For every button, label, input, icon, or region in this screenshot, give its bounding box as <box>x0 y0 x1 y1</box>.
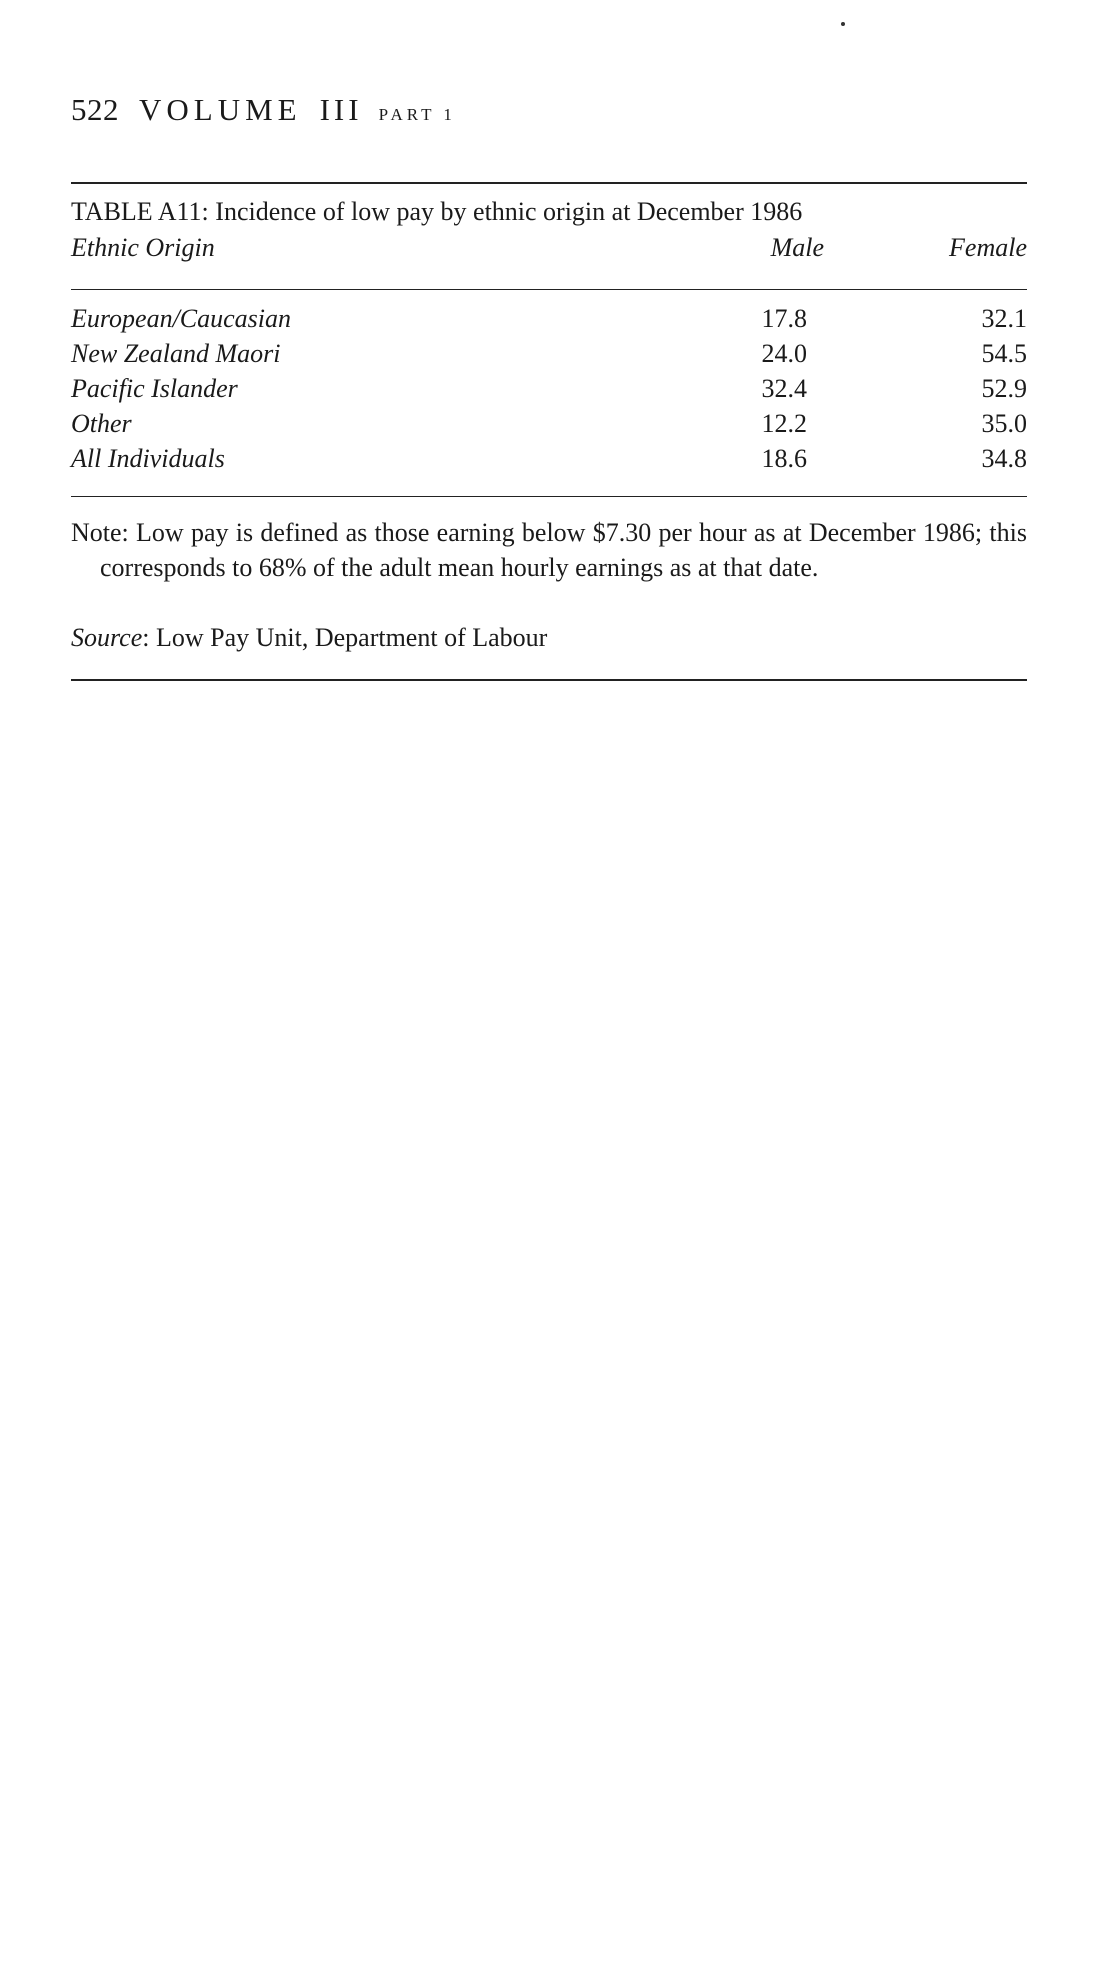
row-label: European/Caucasian <box>71 304 292 333</box>
table-row <box>71 446 1027 481</box>
row-label: New Zealand Maori <box>71 339 281 368</box>
row-male-value: 24.0 <box>761 339 807 368</box>
table-body-bottom-rule <box>71 496 1027 497</box>
running-head-volume-number: III <box>319 92 363 127</box>
table-source <box>71 620 547 655</box>
table-row <box>71 411 1027 446</box>
table-title: TABLE A11: Incidence of low pay by ethnic origin at December 1986 <box>71 197 803 226</box>
running-head <box>71 94 456 125</box>
running-head-part: PART 1 <box>378 105 456 124</box>
row-male-value: 18.6 <box>761 444 807 473</box>
source-text: : Low Pay Unit, Department of Labour <box>142 623 548 652</box>
row-male-value: 17.8 <box>761 304 807 333</box>
source-label: Source <box>71 623 143 652</box>
header-rule <box>71 289 1027 290</box>
row-female-value: 35.0 <box>981 409 1027 438</box>
column-header-male: Male <box>770 233 824 262</box>
column-header-ethnic-origin: Ethnic Origin <box>71 233 215 262</box>
row-label: All Individuals <box>71 444 225 473</box>
row-female-value: 34.8 <box>981 444 1027 473</box>
row-male-value: 12.2 <box>761 409 807 438</box>
table-row <box>71 341 1027 376</box>
table-bottom-rule <box>71 679 1027 681</box>
column-header-female: Female <box>949 233 1027 262</box>
row-female-value: 54.5 <box>981 339 1027 368</box>
stray-dot-mark <box>841 22 845 26</box>
row-female-value: 52.9 <box>981 374 1027 403</box>
table-row <box>71 306 1027 341</box>
row-label: Other <box>71 409 132 438</box>
row-label: Pacific Islander <box>71 374 238 403</box>
row-female-value: 32.1 <box>981 304 1027 333</box>
running-head-volume: VOLUME <box>139 92 302 127</box>
table-row <box>71 376 1027 411</box>
table-body <box>71 306 1027 481</box>
page-number: 522 <box>71 92 119 127</box>
table-top-rule <box>71 182 1027 184</box>
row-male-value: 32.4 <box>761 374 807 403</box>
table-note: Note: Low pay is defined as those earning below $7.30 per hour as at December 1986; this corresponds to 68% of the adult mean hourly earnings as at that date. <box>71 518 1027 582</box>
